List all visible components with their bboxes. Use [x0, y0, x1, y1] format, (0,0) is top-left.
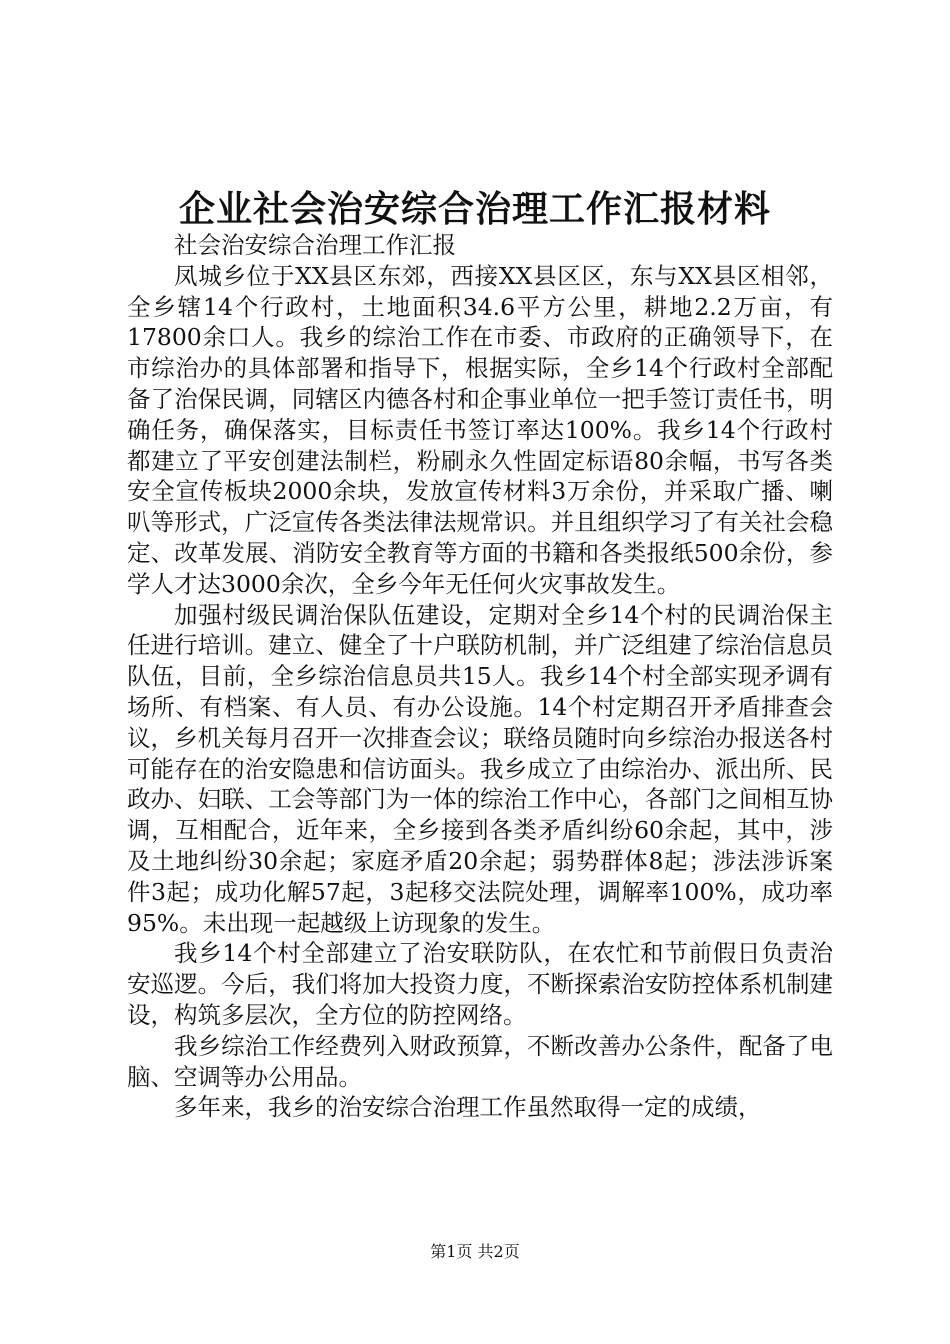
paragraph: 加强村级民调治保队伍建设，定期对全乡14个村的民调治保主任进行培训。建立、健全了十户联防机制，并广泛组建了综治信息员队伍，目前，全乡综治信息员共15人。我乡14个村全部实现矛调有场所、有档案、有人员、有办公设施。14个村定期召开矛盾排查会议，乡机关每月召开一次排查会议；联络员随时向乡综治办报送各村可能存在的治安隐患和信访面头。我乡成立了由综治办、派出所、民政办、妇联、工会等部门为一体的综治工作中心，各部门之间相互协调，互相配合，近年来，全乡接到各类矛盾纠纷60余起，其中，涉及土地纠纷30余起；家庭矛盾20余起；弱势群体8起；涉法涉诉案件3起；成功化解57起，3起移交法院处理，调解率100%，成功率95%。未出现一起越级上访现象的发生。 [127, 600, 833, 937]
paragraph: 凤城乡位于XX县区东郊，西接XX县区区，东与XX县区相邻，全乡辖14个行政村，土地面积34.6平方公里，耕地2.2万亩，有17800余口人。我乡的综治工作在市委、市政府的正确领导下，在市综治办的具体部署和指导下，根据实际，全乡14个行政村全部配备了治保民调，同辖区内德各村和企事业单位一把手签订责任书，明确任务，确保落实，目标责任书签订率达100%。我乡14个行政村都建立了平安创建法制栏，粉刷永久性固定标语80余幅，书写各类安全宣传板块2000余块，发放宣传材料3万余份，并采取广播、喇叭等形式，广泛宣传各类法律法规常识。并且组织学习了有关社会稳定、改革发展、消防安全教育等方面的书籍和各类报纸500余份，参学人才达3000余次，全乡今年无任何火灾事故发生。 [127, 261, 833, 598]
paragraph: 我乡14个村全部建立了治安联防队，在农忙和节前假日负责治安巡逻。今后，我们将加大投资力度，不断探索治安防控体系机制建设，构筑多层次，全方位的防控网络。 [127, 939, 833, 1029]
paragraph: 多年来，我乡的治安综合治理工作虽然取得一定的成绩， [174, 1093, 762, 1122]
page-number-footer: 第1页 共2页 [430, 1242, 520, 1261]
paragraph-subtitle: 社会治安综合治理工作汇报 [174, 231, 456, 259]
paragraph: 我乡综治工作经费列入财政预算，不断改善办公条件，配备了电脑、空调等办公用品。 [127, 1031, 833, 1091]
document-title: 企业社会治安综合治理工作汇报材料 [178, 188, 771, 230]
document-body [127, 230, 833, 1123]
